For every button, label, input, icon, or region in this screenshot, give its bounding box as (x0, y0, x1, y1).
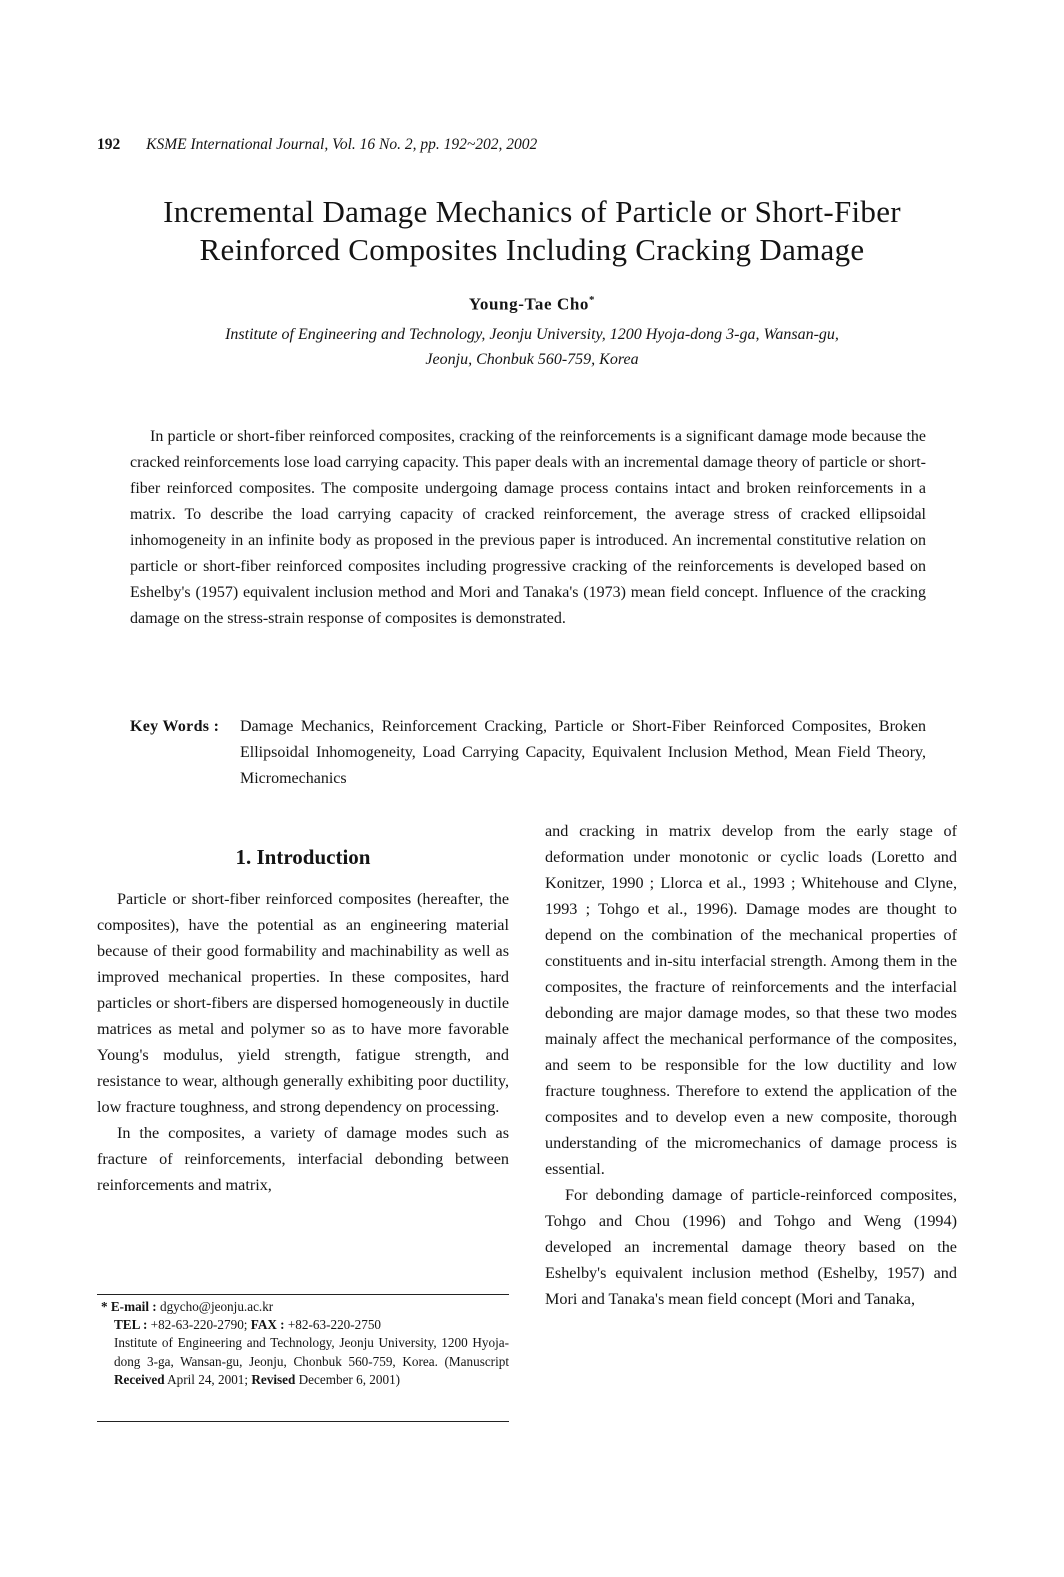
keywords-text: Damage Mechanics, Reinforcement Cracking, Particle or Short-Fiber Reinforced Composites, Broken Ellipsoidal Inhomogeneity, Load Carrying Capacity, Equivalent Inclusion Method, Mean Field Theory, Micromechanics (240, 718, 926, 787)
section-title: 1. Introduction (235, 845, 371, 869)
revised-label: Revised (251, 1371, 296, 1387)
footnote-email (97, 1298, 509, 1316)
paragraph: For debonding damage of particle-reinforced composites, Tohgo and Chou (1996) and Tohgo and Weng (1994) developed an incremental damage theory based on the Eshelby's equivalent inclusion method (Eshelby, 1957) and Mori and Tanaka's mean field concept (Mori and Tanaka, (545, 1186, 957, 1308)
abstract: In particle or short-fiber reinforced composites, cracking of the reinforcements is a significant damage mode because the cracked reinforcements lose load carrying capacity. This paper deals with an incremental damage theory of particle or short-fiber reinforced composites. The composite undergoing damage process contains intact and broken reinforcements in a matrix. To describe the load carrying capacity of cracked reinforcement, the average stress of cracked ellipsoidal inhomogeneity in an infinite body as proposed in the previous paper is introduced. An incremental constitutive relation on particle or short-fiber reinforced composites including progressive cracking of the reinforcements is developed based on Eshelby's (1957) equivalent inclusion method and Mori and Tanaka's (1973) mean field concept. Influence of the cracking damage on the stress-strain response of composites is demonstrated. (130, 428, 926, 627)
footnote-bottom-rule (97, 1421, 509, 1422)
author-name: Young-Tae Cho (468, 294, 589, 314)
fax-label: FAX : (250, 1317, 285, 1333)
title-line-1: Incremental Damage Mechanics of Particle or Short-Fiber (163, 194, 901, 229)
tel-label: TEL : (114, 1317, 148, 1333)
left-column (97, 818, 509, 1198)
author-mark: * (588, 294, 596, 306)
keywords (130, 714, 926, 792)
title-line-2: Reinforced Composites Including Cracking Damage (199, 232, 865, 267)
footnote (97, 1298, 509, 1389)
keywords-label: Key Words : (130, 718, 220, 735)
affiliation-line-1: Institute of Engineering and Technology, Jeonju University, 1200 Hyoja-dong 3-ga, Wansan-gu, (225, 326, 839, 343)
paragraph: In the composites, a variety of damage modes such as fracture of reinforcements, interfacial debonding between reinforcements and matrix, (97, 1124, 509, 1194)
address-text: Institute of Engineering and Technology, Jeonju University, 1200 Hyoja-dong 3-ga, Wansan-gu, Jeonju, Chonbuk 560-759, Korea. (Manuscript (114, 1335, 509, 1369)
affiliation (90, 322, 974, 372)
right-column (545, 818, 957, 1312)
tel-number: +82-63-220-2790; (150, 1317, 248, 1333)
footnote-divider (97, 1294, 509, 1295)
journal-citation: KSME International Journal, Vol. 16 No. 2, pp. 192~202, 2002 (146, 136, 538, 153)
paragraph: Particle or short-fiber reinforced composites (hereafter, the composites), have the potential as an engineering material because of their good formability and machinability as well as improved mechanical properties. In these composites, hard particles or short-fibers are dispersed homogeneously in ductile matrices as metal and polymer so as to have more favorable Young's modulus, yield strength, fatigue strength, and resistance to wear, although generally exhibiting poor ductility, low fracture toughness, and strong dependency on processing. (97, 890, 509, 1116)
paragraph: and cracking in matrix develop from the early stage of deformation under monotonic or cyclic loads (Loretto and Konitzer, 1990 ; Llorca et al., 1993 ; Whitehouse and Clyne, 1993 ; Tohgo et al., 1996). Damage modes are thought to depend on the combination of the mechanical properties of constituents and in-situ interfacial strength. Among them in the composites, the fracture of reinforcements and the interfacial debonding are major damage modes, so that these two modes mainaly affect the mechanical performance of the composites, and seem to be responsible for the low ductility and low fracture toughness. Therefore to extend the application of the composites and to develop even a new composite, thorough understanding of the micromechanics of damage process is essential. (545, 822, 957, 1178)
running-head (97, 136, 537, 154)
email-address: dgycho@jeonju.ac.kr (159, 1299, 274, 1314)
fax-number: +82-63-220-2750 (287, 1317, 382, 1333)
received-label: Received (114, 1371, 165, 1387)
revised-date: December 6, 2001) (298, 1371, 401, 1387)
email-label: * E-mail : (101, 1299, 157, 1314)
footnote-address (97, 1334, 509, 1389)
page-number: 192 (97, 136, 121, 153)
affiliation-line-2: Jeonju, Chonbuk 560-759, Korea (425, 351, 639, 368)
footnote-phone (97, 1316, 509, 1334)
paper-title (60, 193, 1004, 269)
author (0, 294, 1064, 315)
received-date: April 24, 2001; (167, 1371, 249, 1387)
